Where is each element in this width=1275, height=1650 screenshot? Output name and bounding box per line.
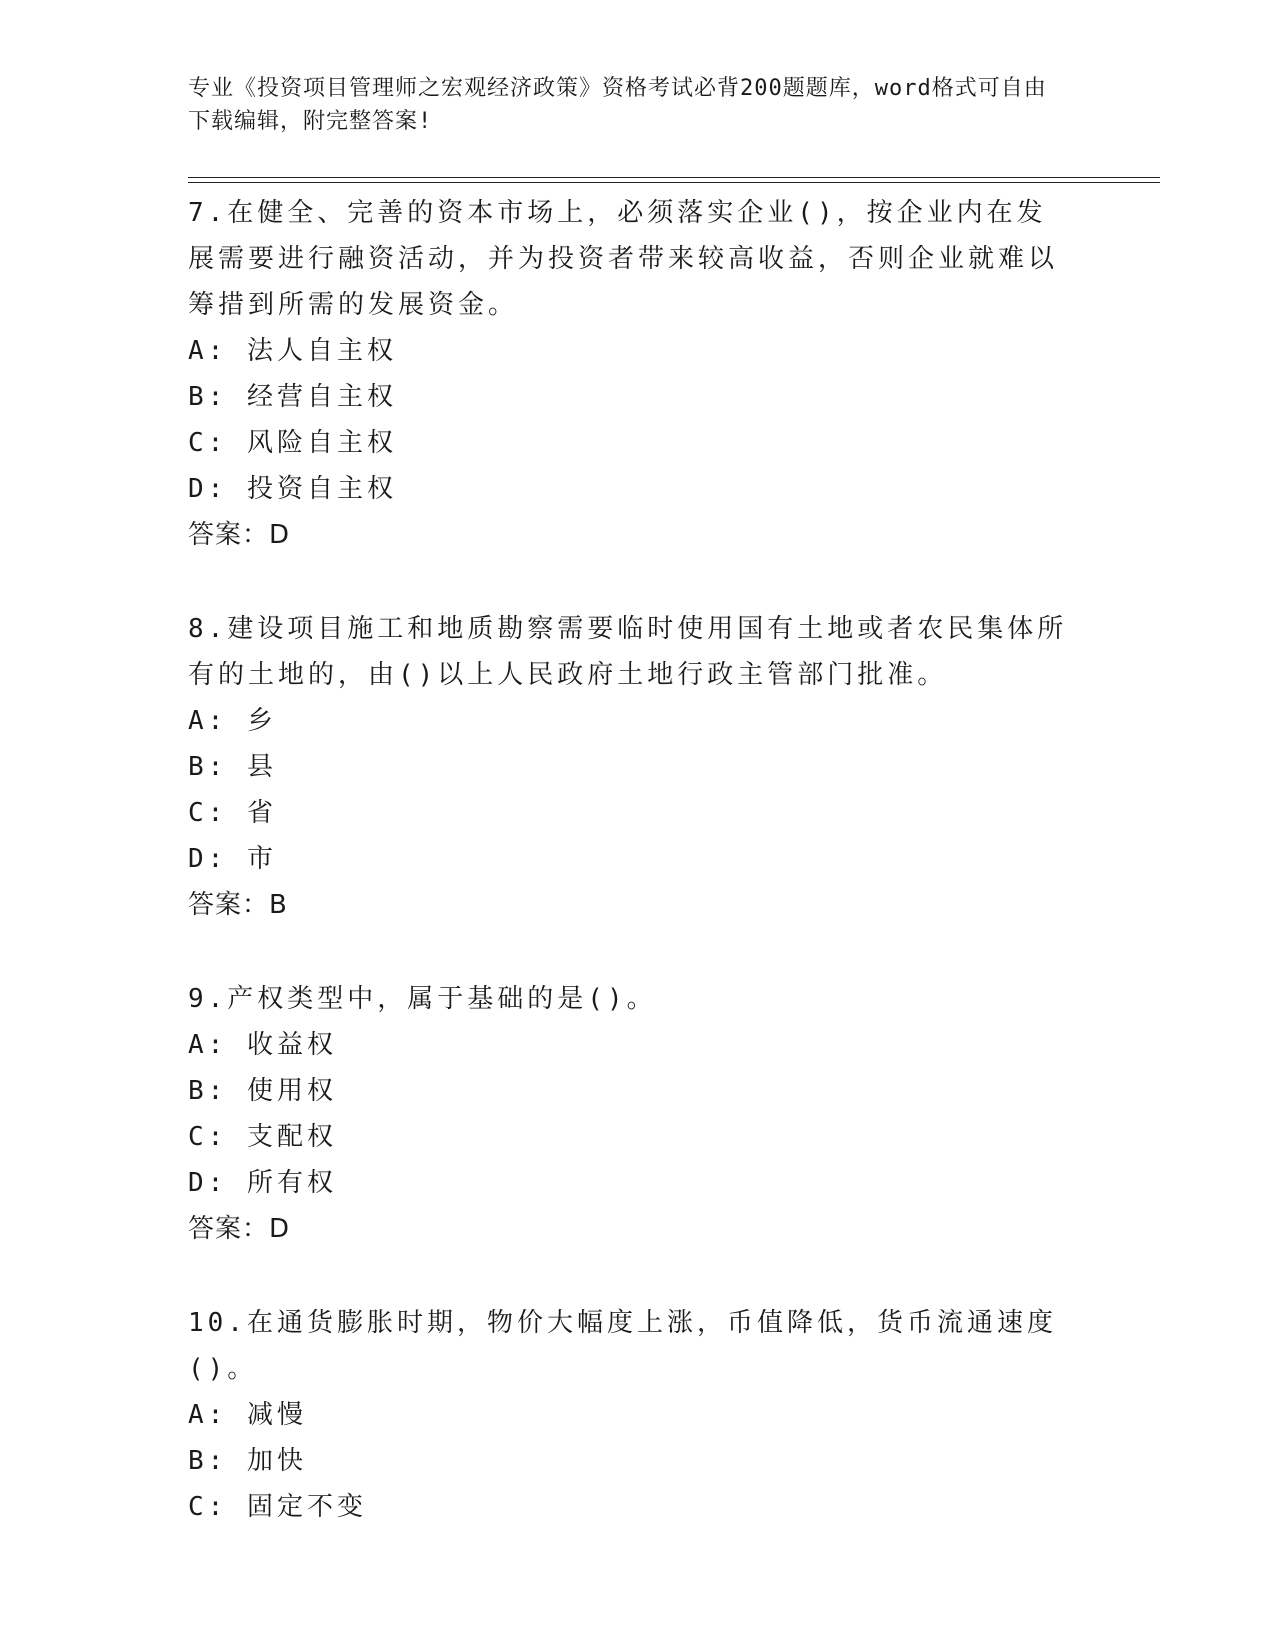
option-b: B: 经营自主权	[188, 382, 397, 412]
option-a: A: 法人自主权	[188, 336, 397, 366]
answer-line: 答案：D	[188, 1214, 291, 1244]
answer-line: 答案：B	[188, 890, 288, 920]
question-8	[188, 606, 1068, 928]
option-d: D: 所有权	[188, 1168, 337, 1198]
option-c: C: 支配权	[188, 1122, 337, 1152]
option-d: D: 投资自主权	[188, 474, 397, 504]
option-a: A: 乡	[188, 706, 277, 736]
answer-line: 答案：D	[188, 520, 291, 550]
option-c: C: 风险自主权	[188, 428, 397, 458]
option-a: A: 减慢	[188, 1400, 307, 1430]
option-c: C: 固定不变	[188, 1492, 367, 1522]
question-list	[188, 190, 1068, 1578]
question-10	[188, 1300, 1068, 1530]
question-stem: 10.在通货膨胀时期，物价大幅度上涨，币值降低，货币流通速度()。	[188, 1308, 1057, 1384]
option-b: B: 加快	[188, 1446, 307, 1476]
option-d: D: 市	[188, 844, 277, 874]
question-9	[188, 976, 1068, 1252]
option-a: A: 收益权	[188, 1030, 337, 1060]
header-divider-top	[188, 177, 1160, 178]
option-c: C: 省	[188, 798, 277, 828]
question-stem: 8.建设项目施工和地质勘察需要临时使用国有土地或者农民集体所有的土地的，由()以上人民政府土地行政主管部门批准。	[188, 614, 1068, 690]
option-b: B: 使用权	[188, 1076, 337, 1106]
question-stem: 9.产权类型中，属于基础的是()。	[188, 984, 657, 1014]
header-divider-bottom	[188, 182, 1160, 183]
option-b: B: 县	[188, 752, 277, 782]
document-header: 专业《投资项目管理师之宏观经济政策》资格考试必背200题题库，word格式可自由下载编辑，附完整答案!	[188, 76, 1047, 134]
question-7	[188, 190, 1068, 558]
question-stem: 7.在健全、完善的资本市场上，必须落实企业()，按企业内在发展需要进行融资活动，并为投资者带来较高收益，否则企业就难以筹措到所需的发展资金。	[188, 198, 1059, 320]
